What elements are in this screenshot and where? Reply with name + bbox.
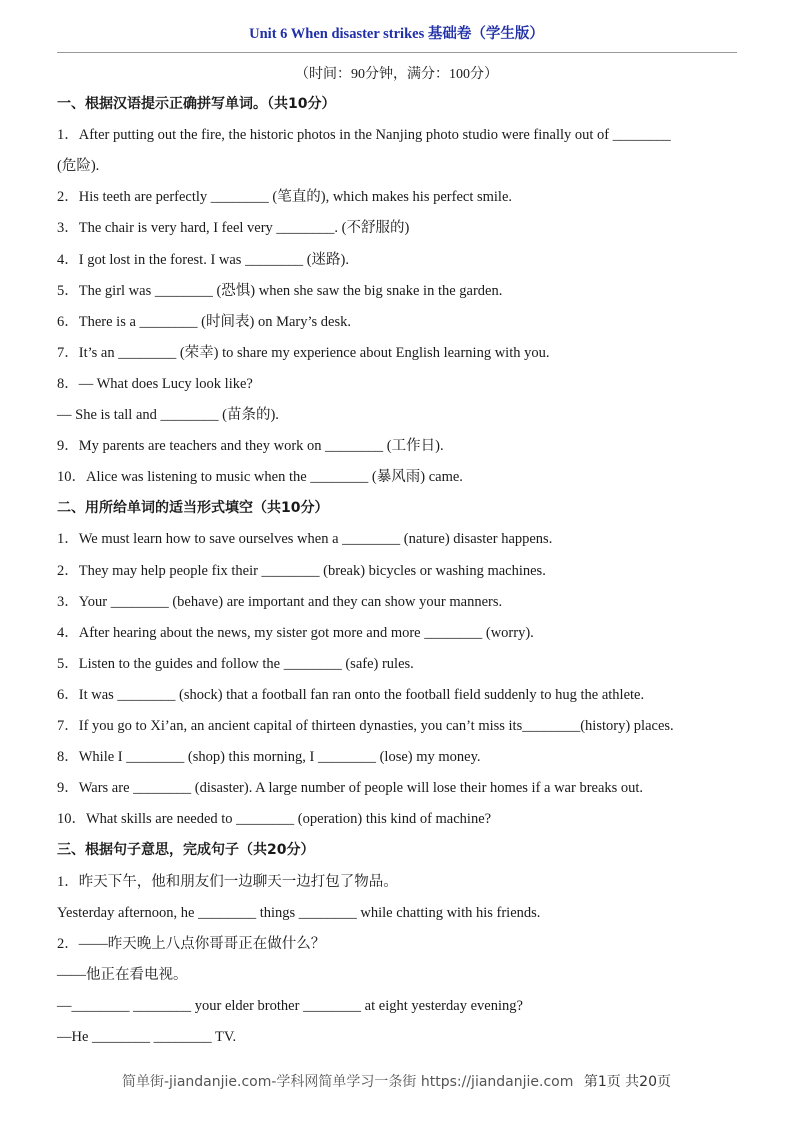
question-line: —________ ________ your elder brother ________ at eight yesterday evening? [57, 997, 523, 1014]
question-line: 2．His teeth are perfectly ________ (笔直的), which makes his perfect smile. [57, 189, 513, 206]
page-title: Unit 6 When disaster strikes 基础卷（学生版） [249, 26, 544, 42]
question-line: 2．——昨天晚上八点你哥哥正在做什么？ [57, 935, 326, 952]
question-line: 1．We must learn how to save ourselves when a ________ (nature) disaster happens. [57, 531, 553, 548]
question-line: 3．Your ________ (behave) are important and they can show your manners. [57, 593, 503, 610]
question-line: 10．What skills are needed to ________ (operation) this kind of machine? [57, 811, 492, 828]
page-number: 第1页 共20页 [583, 1074, 671, 1090]
time-info: （时间：90分钟，满分：100分） [295, 67, 498, 82]
question-line: 9．Wars are ________ (disaster). A large number of people will lose their homes if a war breaks out. [57, 780, 644, 797]
section-heading: 一、根据汉语提示正确拼写单词。（共10分） [57, 96, 336, 112]
question-line: — She is tall and ________ (苗条的). [57, 407, 279, 423]
question-line: ——他正在看电视。 [57, 966, 188, 983]
question-line: 1．After putting out the fire, the historic photos in the Nanjing photo studio were finally out of ________ [57, 127, 671, 144]
question-line: Yesterday afternoon, he ________ things ________ while chatting with his friends. [57, 904, 541, 921]
question-line: 4．I got lost in the forest. I was ________ (迷路). [57, 251, 349, 268]
question-line: 5．Listen to the guides and follow the ________ (safe) rules. [57, 655, 414, 672]
question-line: 8．— What does Lucy look like? [57, 375, 253, 392]
question-line: 7．If you go to Xi’an, an ancient capital of thirteen dynasties, you can’t miss its________(history) places. [57, 718, 674, 734]
section-heading: 二、用所给单词的适当形式填空（共10分） [57, 500, 329, 517]
question-line: 6．It was ________ (shock) that a football fan ran onto the football field suddenly to hug the athlete. [57, 686, 645, 703]
question-line: 10．Alice was listening to music when the ________ (暴风雨) came. [57, 469, 463, 486]
question-line: 7．It’s an ________ (荣幸) to share my experience about English learning with you. [57, 344, 550, 361]
header-divider [57, 52, 737, 53]
question-line: 6．There is a ________ (时间表) on Mary’s desk. [57, 313, 351, 330]
question-line: —He ________ ________ TV. [57, 1029, 237, 1045]
question-line: (危险). [57, 158, 100, 175]
question-line: 1．昨天下午，他和朋友们一边聊天一边打包了物品。 [57, 873, 398, 890]
question-line: 4．After hearing about the news, my sister got more and more ________ (worry). [57, 624, 534, 641]
question-line: 5．The girl was ________ (恐惧) when she saw the big snake in the garden. [57, 282, 503, 299]
question-line: 9．My parents are teachers and they work on ________ (工作日). [57, 438, 444, 455]
question-line: 3．The chair is very hard, I feel very ________. (不舒服的) [57, 220, 410, 237]
footer-watermark: 简单街-jiandanjie.com-学科网简单学习一条街 https://jiandanjie.com [122, 1074, 574, 1090]
section-heading: 三、根据句子意思，完成句子（共20分） [57, 842, 315, 859]
page-footer [0, 1071, 793, 1091]
question-line: 2．They may help people fix their ________ (break) bicycles or washing machines. [57, 562, 546, 579]
question-line: 8．While I ________ (shop) this morning, I ________ (lose) my money. [57, 749, 481, 766]
